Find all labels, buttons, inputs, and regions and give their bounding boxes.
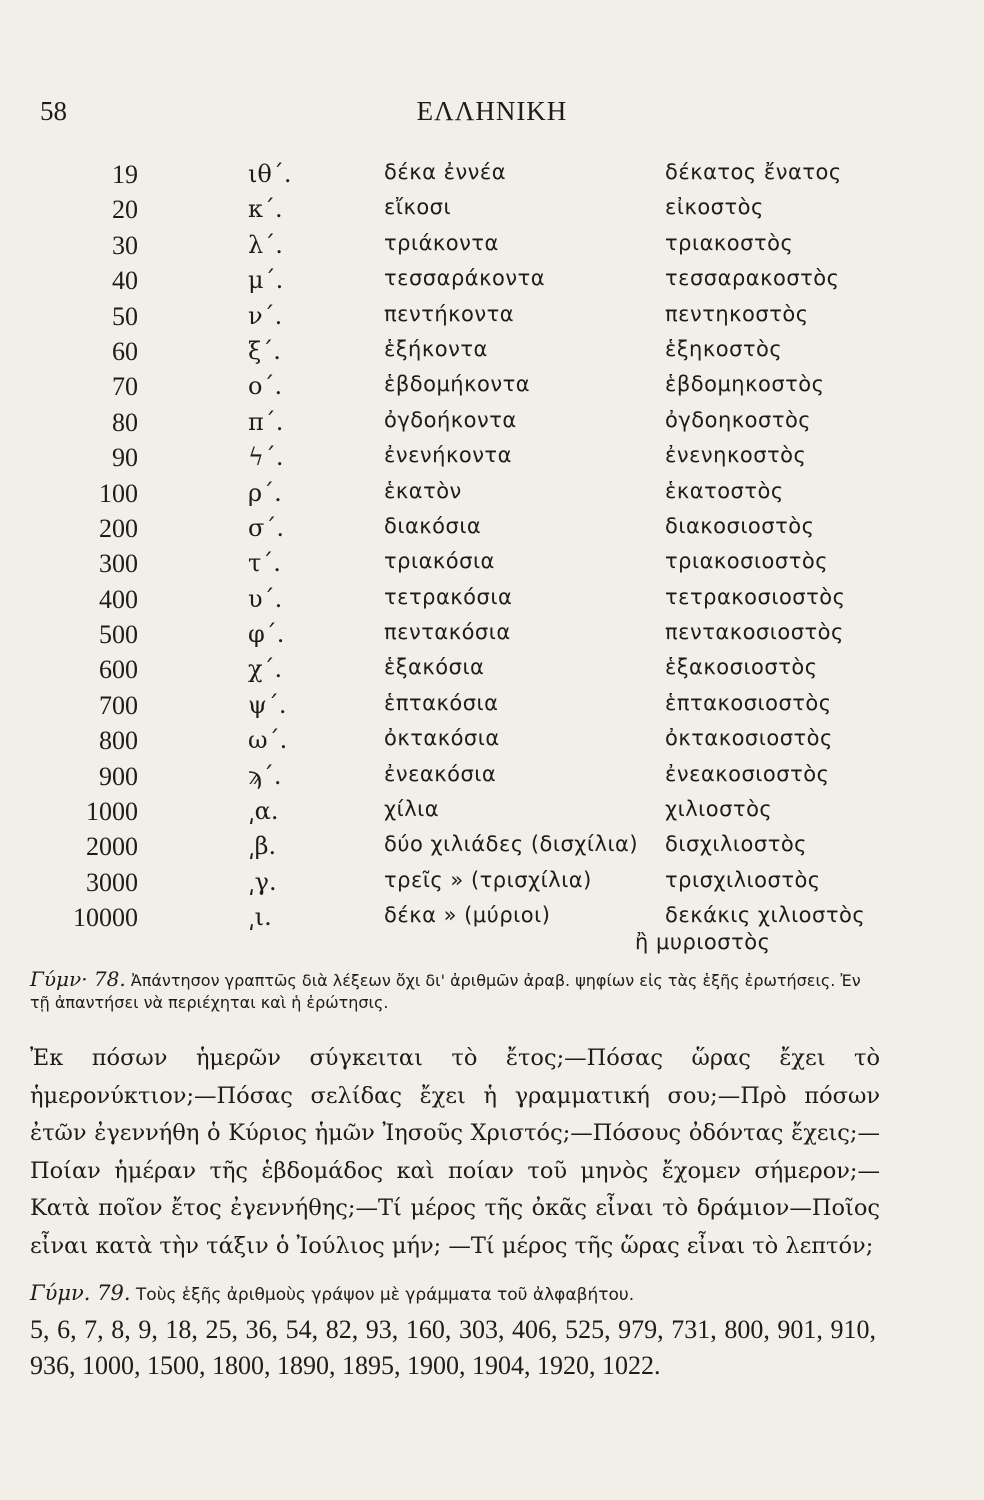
cardinal-word: δύο χιλιάδες (δισχίλια)	[384, 832, 639, 857]
ordinal-word: ὀκτακοσιοστὸς	[665, 726, 833, 751]
arabic-numeral: 400	[99, 584, 138, 614]
cardinal-word: ἑκατὸν	[384, 478, 462, 503]
table-row	[0, 408, 984, 443]
cardinal-word: πεντακόσια	[384, 620, 511, 645]
cardinal-word: τεσσαράκοντα	[384, 266, 546, 291]
greek-numeral: φ΄.	[248, 620, 285, 649]
table-row	[0, 337, 984, 372]
arabic-numeral: 2000	[86, 832, 138, 862]
cardinal-word: πεντήκοντα	[384, 301, 515, 326]
greek-numeral: ͵ι.	[248, 903, 272, 932]
arabic-numeral: 80	[112, 407, 138, 437]
arabic-numeral: 19	[112, 160, 138, 189]
cardinal-word: δέκα » (μύριοι)	[384, 903, 551, 928]
greek-numeral: ψ΄.	[248, 690, 287, 719]
arabic-numeral: 30	[112, 230, 138, 260]
exercise-label: Γύμν· 78.	[30, 967, 126, 991]
ordinal-word: ἑξηκοστὸς	[665, 336, 783, 361]
greek-numeral: λ΄.	[248, 230, 283, 259]
ordinal-word: τρισχιλιοστὸς	[665, 867, 821, 892]
cardinal-word: δέκα ἐννέα	[384, 160, 507, 184]
table-row	[0, 195, 984, 230]
ordinal-word: τετρακοσιοστὸς	[665, 584, 846, 609]
cardinal-word: ἑβδομήκοντα	[384, 372, 531, 397]
greek-numeral: σ΄.	[248, 513, 285, 542]
table-row	[0, 620, 984, 655]
cardinal-word: ἑξήκοντα	[384, 336, 488, 361]
ordinal-word: ὀγδοηκοστὸς	[665, 407, 812, 432]
greek-numeral: ͵γ.	[248, 867, 277, 896]
arabic-numeral: 800	[99, 726, 138, 756]
exercise-label: Γύμν. 79.	[30, 1281, 131, 1305]
ordinal-word: ἑπτακοσιοστὸς	[665, 690, 832, 715]
table-row	[0, 832, 984, 867]
arabic-numeral: 700	[99, 690, 138, 720]
cardinal-word: διακόσια	[384, 513, 482, 538]
arabic-numeral: 900	[99, 761, 138, 791]
arabic-numeral: 10000	[73, 903, 138, 933]
numeral-table	[0, 160, 984, 939]
arabic-numeral: 90	[112, 443, 138, 473]
greek-numeral: κ΄.	[248, 195, 283, 224]
greek-numeral: ιθ΄.	[248, 160, 292, 188]
table-row	[0, 585, 984, 620]
table-row	[0, 302, 984, 337]
table-row	[0, 655, 984, 690]
arabic-numeral: 300	[99, 549, 138, 579]
cardinal-word: ἐνενήκοντα	[384, 443, 512, 468]
greek-numeral: ξ΄.	[248, 336, 281, 365]
cardinal-word: εἴκοσι	[384, 195, 452, 220]
table-row	[0, 762, 984, 797]
greek-numeral: μ΄.	[248, 266, 284, 295]
arabic-numeral: 40	[112, 266, 138, 296]
cardinal-word: ὀγδοήκοντα	[384, 407, 517, 432]
greek-numeral: ϡ΄.	[248, 761, 282, 790]
cardinal-word: χίλια	[384, 797, 440, 822]
table-row	[0, 231, 984, 266]
ordinal-word: χιλιοστὸς	[665, 797, 773, 822]
greek-numeral: ω΄.	[248, 726, 288, 755]
ordinal-word: τεσσαρακοστὸς	[665, 266, 840, 291]
arabic-numeral: 500	[99, 620, 138, 650]
greek-numeral: ϟ΄.	[248, 443, 284, 472]
exercise-instruction: Ἀπάντησον γραπτῶς διὰ λέξεων ὄχι δι' ἀριθμῶν ἀραβ. ψηφίων εἰς τὰς ἑξῆς ἐρωτήσεις. Ἐν τῇ ἀπαντήσει νὰ περιέχηται καὶ ἡ ἐρώτησις.	[30, 971, 861, 1012]
question-paragraph: Ἐκ πόσων ἡμερῶν σύγκειται τὸ ἔτος;—Πόσας ὥρας ἔχει τὸ ἡμερονύκτιον;—Πόσας σελίδας ἔχει ἡ γραμματική σου;—Πρὸ πόσων ἐτῶν ἐγεννήθη ὁ Κύριος ἡμῶν Ἰησοῦς Χριστός;—Πόσους ὀδόντας ἔχεις;—Ποίαν ἡμέραν τῆς ἑβδομάδος καὶ ποίαν τοῦ μηνὸς ἔχομεν σήμερον;—Κατὰ ποῖον ἔτος ἐγεννήθης;—Τί μέρος τῆς ὀκᾶς εἶναι τὸ δράμιον—Ποῖος εἶναι κατὰ τὴν τάξιν ὁ Ἰούλιος μήν; —Τί μέρος τῆς ὥρας εἶναι τὸ λεπτόν;	[30, 1045, 880, 1259]
ordinal-word: ἑξακοσιοστὸς	[665, 655, 818, 680]
arabic-numeral: 100	[99, 478, 138, 508]
ordinal-word: πεντακοσιοστὸς	[665, 620, 844, 645]
greek-numeral: χ΄.	[248, 655, 283, 684]
ordinal-word: ἐνενηκοστὸς	[665, 443, 807, 468]
table-row	[0, 549, 984, 584]
ordinal-word: πεντηκοστὸς	[665, 301, 809, 326]
cardinal-word: ἑπτακόσια	[384, 690, 499, 715]
greek-numeral: ͵β.	[248, 832, 277, 861]
table-row	[0, 691, 984, 726]
table-row	[0, 868, 984, 903]
greek-numeral: τ΄.	[248, 549, 281, 578]
table-row	[0, 726, 984, 761]
ordinal-word: ἑβδομηκοστὸς	[665, 372, 825, 397]
greek-numeral: ρ΄.	[248, 478, 282, 507]
ordinal-word: διακοσιοστὸς	[665, 513, 815, 538]
ordinal-word: ἑκατοστὸς	[665, 478, 784, 503]
number-list: 5, 6, 7, 8, 9, 18, 25, 36, 54, 82, 93, 160, 303, 406, 525, 979, 731, 800, 901, 910, 936, 1000, 1500, 1800, 1890, 1895, 1900, 1904, 1920, 1022.	[30, 1315, 876, 1380]
page-number: 58	[40, 96, 67, 126]
arabic-numeral: 600	[99, 655, 138, 685]
table-row	[0, 514, 984, 549]
table-row	[0, 797, 984, 832]
exercise-78	[30, 968, 880, 1014]
running-title: ΕΛΛΗΝΙΚΗ	[416, 96, 568, 126]
cardinal-word: ὀκτακόσια	[384, 726, 500, 751]
cardinal-word: τετρακόσια	[384, 584, 513, 609]
ordinal-word: τριακοσιοστὸς	[665, 549, 829, 574]
cardinal-word: ἑξακόσια	[384, 655, 485, 680]
table-row	[0, 479, 984, 514]
table-row	[0, 266, 984, 301]
arabic-numeral: 200	[99, 513, 138, 543]
ordinal-word: δέκατος ἔνατος	[665, 160, 842, 184]
ordinal-word: εἰκοστὸς	[665, 195, 764, 220]
exercise-79	[30, 1282, 880, 1306]
arabic-numeral: 60	[112, 336, 138, 366]
cardinal-word: ἐνεακόσια	[384, 761, 497, 786]
greek-numeral: υ΄.	[248, 584, 283, 613]
exercise-instruction: Τοὺς ἑξῆς ἀριθμοὺς γράψον μὲ γράμματα τοῦ ἀλφαβήτου.	[130, 1285, 635, 1305]
ordinal-word: ἐνεακοσιοστὸς	[665, 761, 830, 786]
greek-numeral: ͵α.	[248, 797, 279, 826]
arabic-numeral: 3000	[86, 867, 138, 897]
arabic-numeral: 1000	[86, 797, 138, 827]
ordinal-word: δεκάκις χιλιοστὸς	[665, 903, 866, 928]
table-row	[0, 443, 984, 478]
table-row	[0, 903, 984, 938]
arabic-numeral: 20	[112, 195, 138, 225]
arabic-numeral: 70	[112, 372, 138, 402]
cardinal-word: τρεῖς » (τρισχίλια)	[384, 867, 592, 892]
greek-numeral: π΄.	[248, 407, 284, 436]
ordinal-word: δισχιλιοστὸς	[665, 832, 808, 857]
table-row	[0, 160, 984, 195]
cardinal-word: τριακόσια	[384, 549, 495, 574]
arabic-numeral: 50	[112, 301, 138, 331]
extra-ordinal: ἢ μυριοστὸς	[635, 930, 771, 954]
table-row	[0, 372, 984, 407]
cardinal-word: τριάκοντα	[384, 230, 499, 255]
ordinal-word: τριακοστὸς	[665, 230, 794, 255]
greek-numeral: ν΄.	[248, 301, 283, 330]
greek-numeral: ο΄.	[248, 372, 283, 401]
